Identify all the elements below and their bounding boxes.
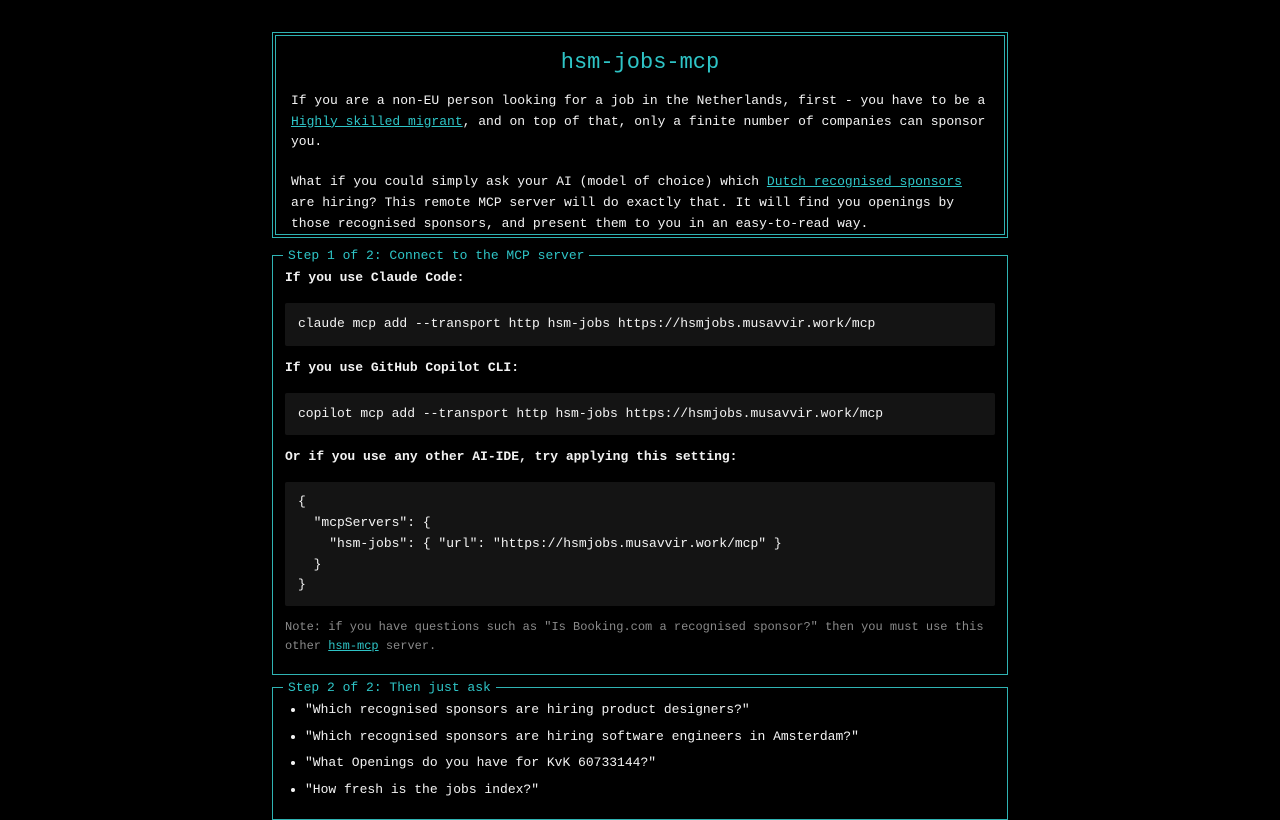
page	[272, 32, 1008, 820]
step-2-legend: Step 2 of 2: Then just ask	[288, 680, 491, 695]
example-question: • "Which recognised sponsors are hiring product designers?"	[305, 701, 995, 719]
hsm-mcp-link[interactable]: hsm-mcp	[328, 638, 379, 653]
step-2-section	[272, 680, 1008, 820]
copilot-cli-command[interactable]: copilot mcp add --transport http hsm-jobs https://hsmjobs.musavvir.work/mcp	[285, 393, 995, 436]
other-ide-label: Or if you use any other AI-IDE, try applying this setting:	[285, 449, 738, 465]
highly-skilled-migrant-link[interactable]: Highly skilled migrant	[291, 113, 463, 129]
example-question: • "Which recognised sponsors are hiring software engineers in Amsterdam?"	[305, 728, 995, 746]
intro-paragraph-1	[291, 91, 989, 153]
example-questions-list	[285, 701, 995, 799]
intro-p2-text: What if you could simply ask your AI (model of choice) which	[291, 174, 767, 190]
claude-code-label: If you use Claude Code:	[285, 270, 465, 285]
intro-p1-text-after: , and on top of that, only a finite number of companies can sponsor you.	[291, 113, 986, 150]
example-question: • "What Openings do you have for KvK 60733144?"	[305, 754, 995, 772]
json-config-block[interactable]: { "mcpServers": { "hsm-jobs": { "url": "https://hsmjobs.musavvir.work/mcp" } } }	[285, 482, 995, 606]
page-title: hsm-jobs-mcp	[560, 50, 720, 75]
note-text-after: server.	[378, 638, 437, 653]
example-question: • "How fresh is the jobs index?"	[305, 781, 995, 799]
intro-p2-text-after: are hiring? This remote MCP server will do exactly that. It will find you openings by those recognised sponsors, and present them to you in an easy-to-read way.	[291, 194, 955, 231]
dutch-recognised-sponsors-link[interactable]: Dutch recognised sponsors	[766, 174, 962, 190]
copilot-cli-label: If you use GitHub Copilot CLI:	[285, 359, 520, 375]
hsm-mcp-note	[285, 618, 995, 656]
intro-panel	[272, 32, 1008, 238]
note-text: Note: if you have questions such as "Is Booking.com a recognised sponsor?" then you must use this other	[285, 619, 984, 653]
claude-code-command[interactable]: claude mcp add --transport http hsm-jobs https://hsmjobs.musavvir.work/mcp	[285, 303, 995, 346]
step-1-section	[272, 248, 1008, 675]
intro-p1-text: If you are a non-EU person looking for a job in the Netherlands, first - you have to be a	[291, 93, 986, 108]
intro-panel-inner	[275, 35, 1005, 235]
step-1-legend: Step 1 of 2: Connect to the MCP server	[288, 248, 585, 263]
intro-paragraph-2	[291, 172, 989, 234]
